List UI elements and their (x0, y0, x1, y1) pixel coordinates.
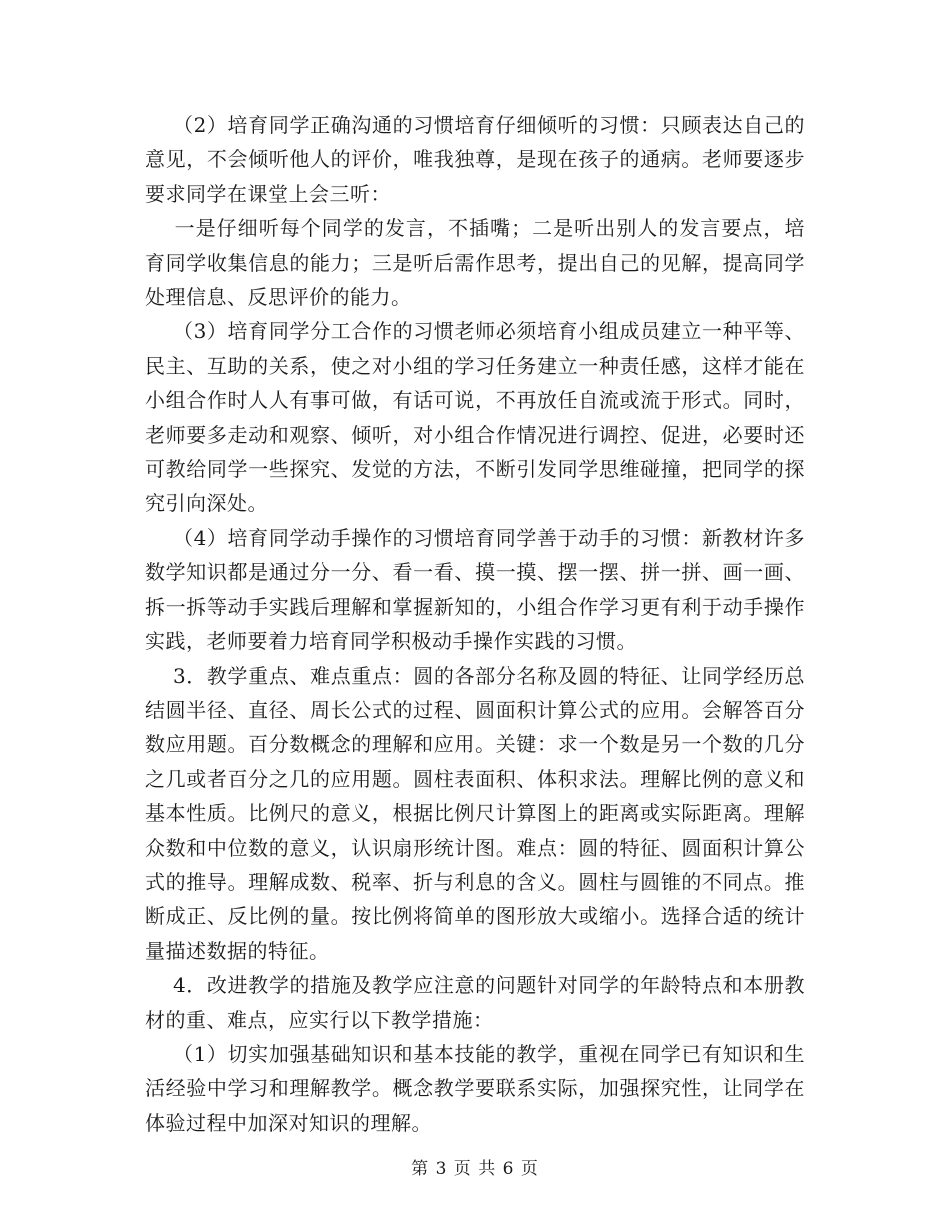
paragraph-teaching-measures: 4．改进教学的措施及教学应注意的问题针对同学的年龄特点和本册教材的重、难点，应实行以下教学措施： (145, 973, 805, 1032)
paragraph-habit-hands-on: （4）培育同学动手操作的习惯培育同学善于动手的习惯：新教材许多数学知识都是通过分一分、看一看、摸一摸、摆一摆、拼一拼、画一画、拆一拆等动手实践后理解和掌握新知的，小组合作学习更有利于动手操作实践，老师要着力培育同学积极动手操作实践的习惯。 (145, 525, 805, 654)
page-number-footer: 第 3 页 共 6 页 (411, 1159, 539, 1179)
document-body (145, 108, 805, 1140)
paragraph-habit-communication: （2）培育同学正确沟通的习惯培育仔细倾听的习惯：只顾表达自己的意见，不会倾听他人的评价，唯我独尊，是现在孩子的通病。老师要逐步要求同学在课堂上会三听： (145, 113, 805, 206)
paragraph-key-points: 3．教学重点、难点重点：圆的各部分名称及圆的特征、让同学经历总结圆半径、直径、周长公式的过程、圆面积计算公式的应用。会解答百分数应用题。百分数概念的理解和应用。关键：求一个数是另一个数的几分之几或者百分之几的应用题。圆柱表面积、体积求法。理解比例的意义和基本性质。比例尺的意义，根据比例尺计算图上的距离或实际距离。理解众数和中位数的意义，认识扇形统计图。难点：圆的特征、圆面积计算公式的推导。理解成数、税率、折与利息的含义。圆柱与圆锥的不同点。推断成正、反比例的量。按比例将简单的图形放大或缩小。选择合适的统计量描述数据的特征。 (145, 663, 805, 963)
paragraph-three-listening: 一是仔细听每个同学的发言，不插嘴；二是听出别人的发言要点，培育同学收集信息的能力；三是听后需作思考，提出自己的见解，提高同学处理信息、反思评价的能力。 (145, 216, 805, 310)
paragraph-habit-cooperation: （3）培育同学分工合作的习惯老师必须培育小组成员建立一种平等、民主、互助的关系，使之对小组的学习任务建立一种责任感，这样才能在小组合作时人人有事可做，有话可说，不再放任自流或流于形式。同时，老师要多走动和观察、倾听，对小组合作情况进行调控、促进，必要时还可教给同学一些探究、发觉的方法，不断引发同学思维碰撞，把同学的探究引向深处。 (145, 319, 805, 516)
paragraph-measure-1: （1）切实加强基础知识和基本技能的教学，重视在同学已有知识和生活经验中学习和理解教学。概念教学要联系实际，加强探究性，让同学在体验过程中加深对知识的理解。 (145, 1041, 805, 1135)
